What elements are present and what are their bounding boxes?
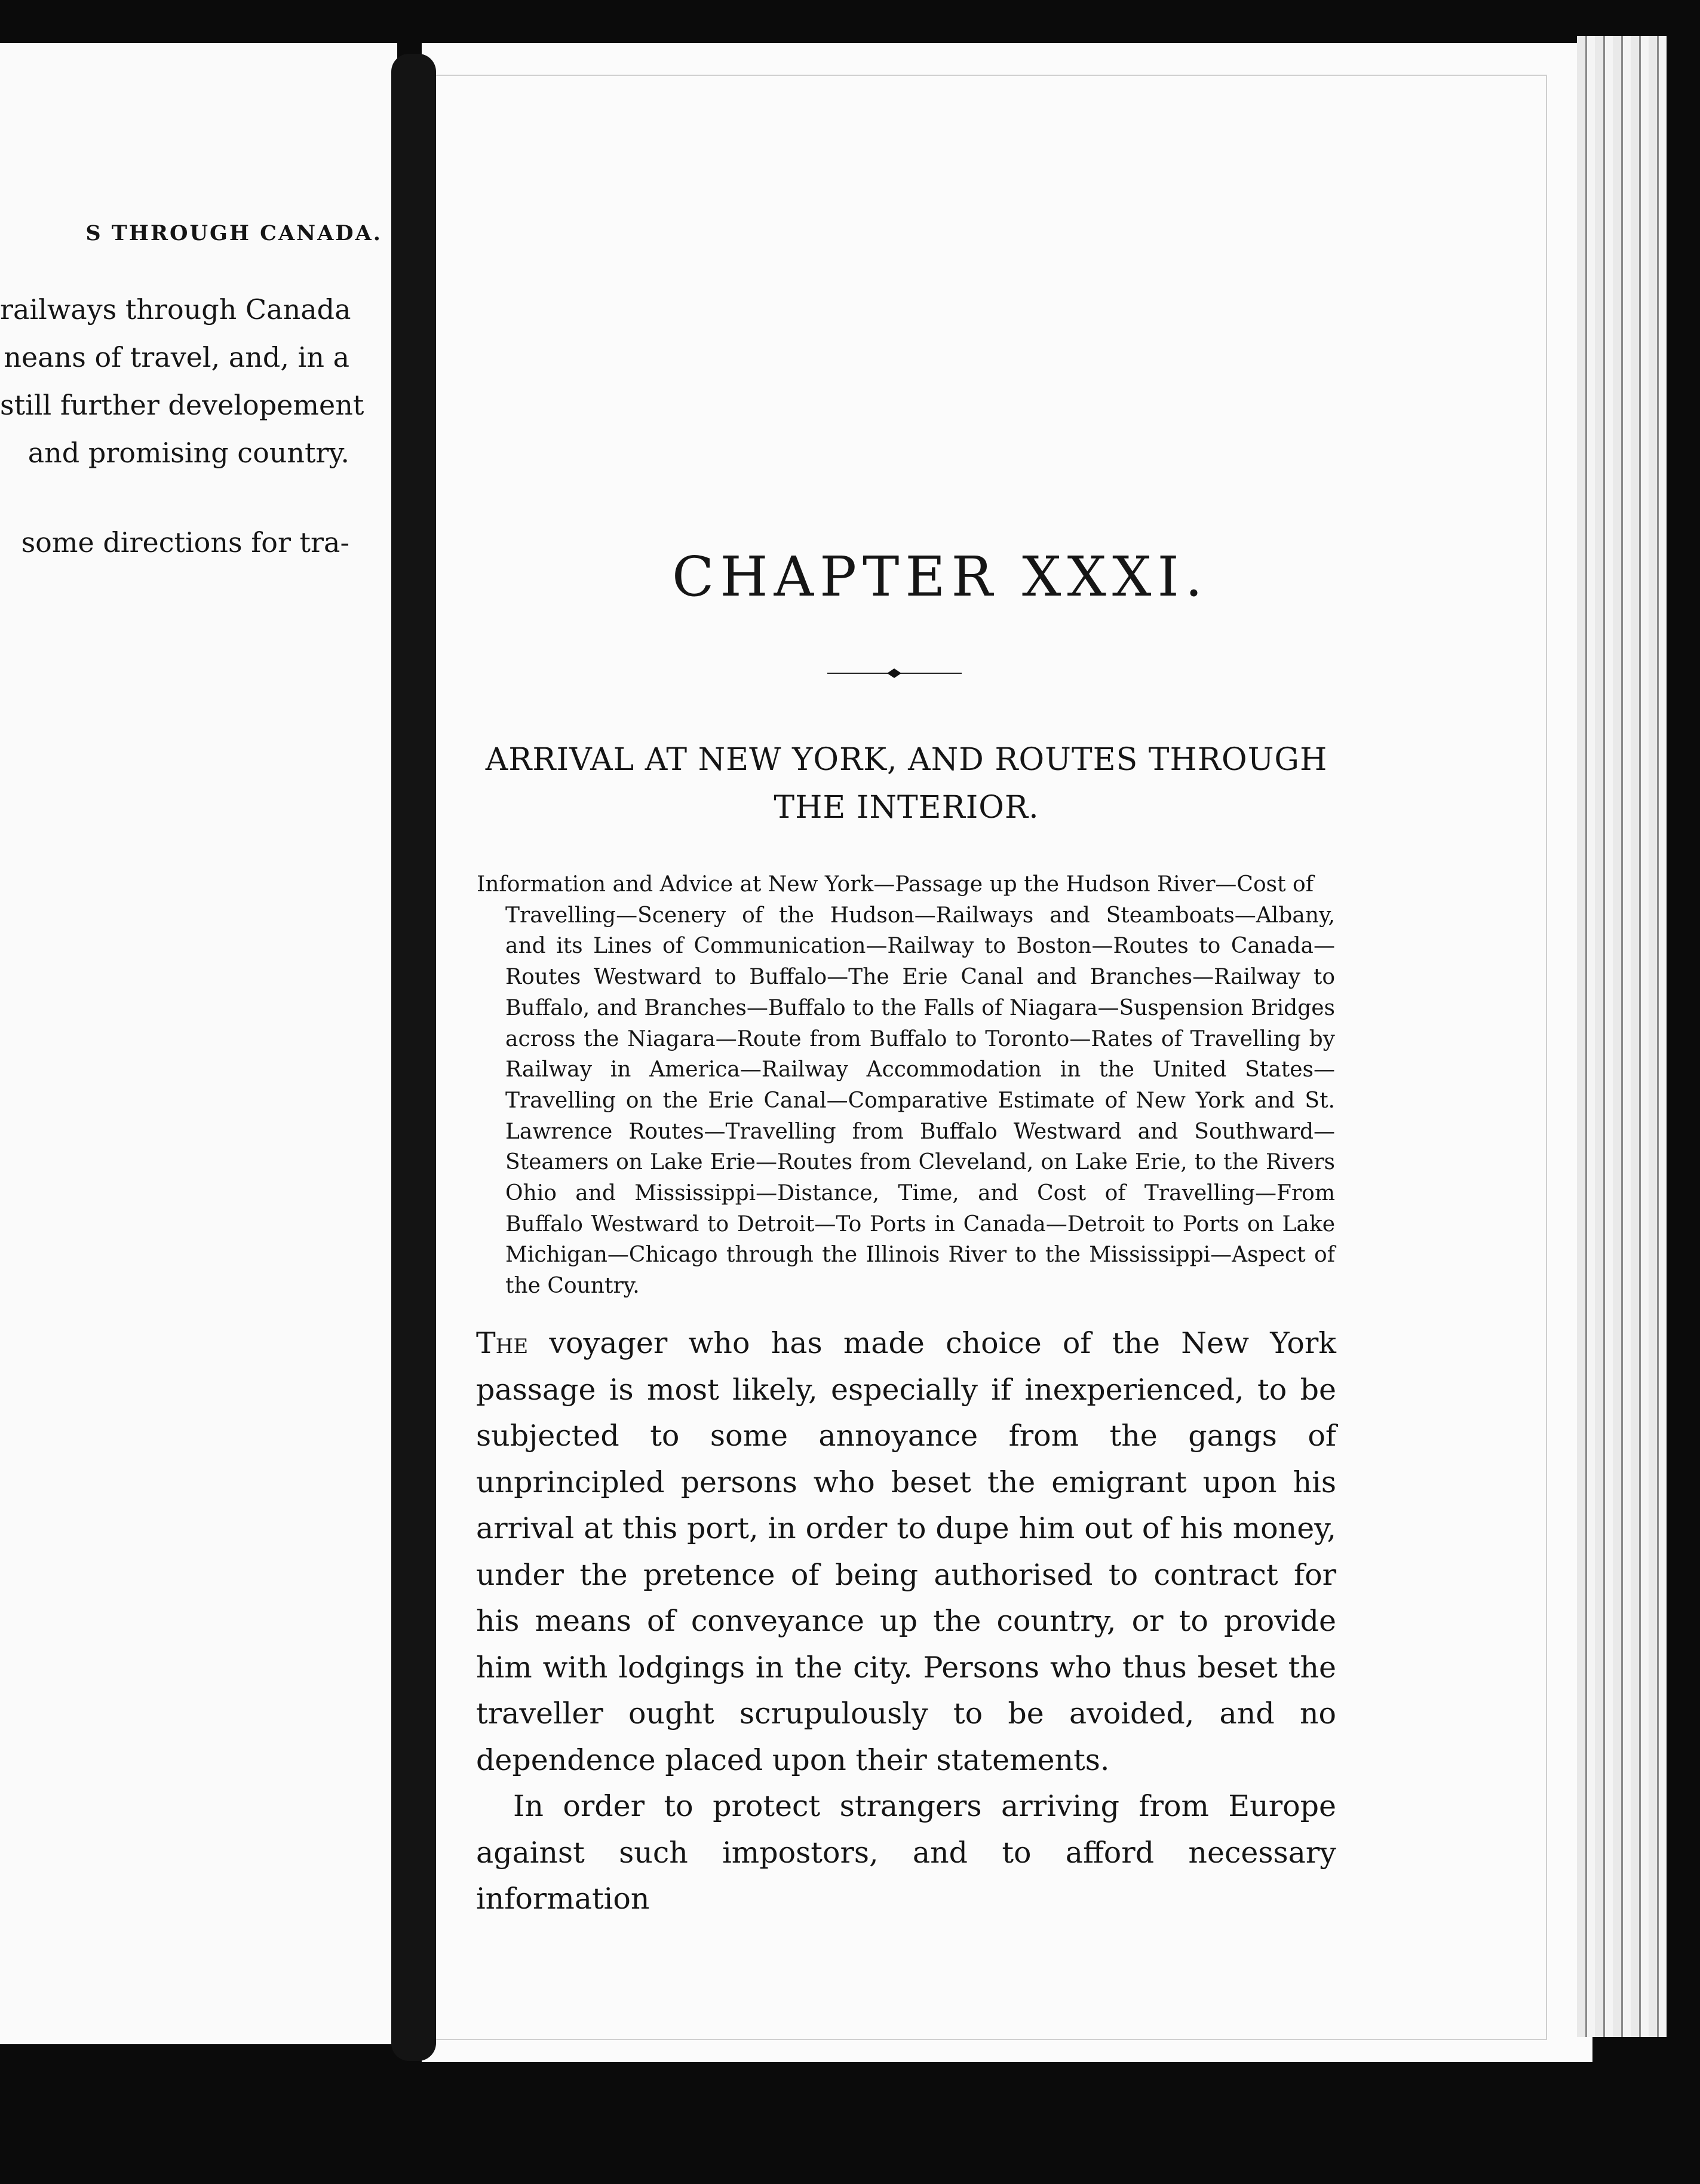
left-line: neans of travel, and, in a bbox=[4, 341, 349, 373]
summary-first-line: Information and Advice at New York—Passage up the Hudson River—Cost of bbox=[477, 872, 1314, 897]
left-page-text bbox=[0, 286, 364, 566]
ornament-divider-icon bbox=[827, 664, 962, 682]
left-line: railways through Canada bbox=[0, 293, 351, 326]
chapter-title: CHAPTER XXXI. bbox=[672, 545, 1209, 609]
left-line: and promising country. bbox=[27, 437, 349, 469]
heading-line: ARRIVAL AT NEW YORK, AND ROUTES THROUGH bbox=[485, 742, 1328, 778]
heading-line: THE INTERIOR. bbox=[774, 790, 1039, 826]
left-line: some directions for tra- bbox=[21, 526, 349, 559]
chapter-summary bbox=[477, 869, 1335, 1302]
paragraph-text: voyager who has made choice of the New York passage is most likely, especially if inexperienced, to be subjected to some annoyance from the gangs of unprincipled persons who beset the emigrant upon his arrival at this port, in order to dupe him out of his money, under the pretence of being authorised to contract for his means of conveyance up the country, or to provide him with lodgings in the city. Persons who thus beset the traveller ought scrupulously to be avoided, and no dependence placed upon their statements. bbox=[476, 1326, 1336, 1777]
paragraph: In order to protect strangers arriving from Europe against such impostors, and to afford necessary information bbox=[476, 1789, 1336, 1916]
running-head: S THROUGH CANADA. bbox=[85, 221, 382, 246]
paragraph bbox=[476, 1320, 1336, 1783]
page-edges bbox=[1577, 36, 1667, 2037]
book-spine bbox=[391, 54, 436, 2061]
paragraph-lead: The bbox=[476, 1326, 529, 1360]
body-text bbox=[476, 1320, 1336, 1922]
chapter-heading bbox=[472, 736, 1341, 832]
left-line: still further developement bbox=[0, 389, 364, 421]
summary-text: Travelling—Scenery of the Hudson—Railways and Steamboats—Albany, and its Lines of Communication—Railway to Boston—Routes to Canada—Routes Westward to Buffalo—The Erie Canal and Branches—Railway to Buffalo, and Branches—Buffalo to the Falls of Niagara—Suspension Bridges across the Niagara—Route from Buffalo to Toronto—Rates of Travelling by Railway in America—Railway Accommodation in the United States—Travelling on the Erie Canal—Comparative Estimate of New York and St. Lawrence Routes—Travelling from Buffalo Westward and Southward—Steamers on Lake Erie—Routes from Cleveland, on Lake Erie, to the Rivers Ohio and Mississippi—Distance, Time, and Cost of Travelling—From Buffalo Westward to Detroit—To Ports in Canada—Detroit to Ports on Lake Michigan—Chicago through the Illinois River to the Mississippi—Aspect of the Country. bbox=[505, 903, 1335, 1299]
